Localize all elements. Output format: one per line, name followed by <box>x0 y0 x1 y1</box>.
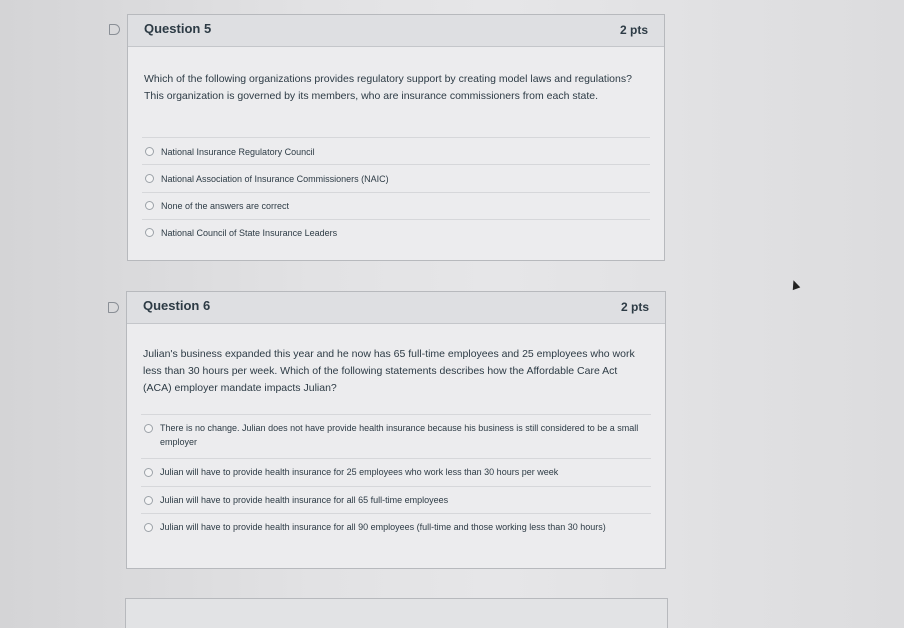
question-header <box>127 292 665 324</box>
answer-label: Julian will have to provide health insurance for 25 employees who work less than 30 hours per week <box>160 467 559 477</box>
radio-button[interactable] <box>145 228 154 237</box>
next-question-card <box>125 598 668 628</box>
answer-list <box>141 414 651 555</box>
answer-label: National Insurance Regulatory Council <box>161 147 315 157</box>
answer-option[interactable] <box>141 414 651 458</box>
answer-option[interactable] <box>141 458 651 486</box>
mouse-cursor-icon <box>790 279 801 290</box>
flag-question-icon[interactable] <box>109 24 120 35</box>
question-points: 2 pts <box>619 23 648 37</box>
radio-button[interactable] <box>145 201 154 210</box>
answer-option[interactable] <box>142 192 650 219</box>
question-title: Question 5 <box>144 21 212 36</box>
question-points: 2 pts <box>620 300 649 314</box>
question-title: Question 6 <box>143 298 211 313</box>
answer-label: National Association of Insurance Commissioners (NAIC) <box>161 174 389 184</box>
answer-label: There is no change. Julian does not have provide health insurance because his business is still considered to be a small employer <box>160 423 639 447</box>
answer-label: National Council of State Insurance Leaders <box>161 228 338 238</box>
answer-label: Julian will have to provide health insurance for all 90 employees (full-time and those working less than 30 hours) <box>160 522 606 532</box>
answer-option[interactable] <box>142 137 650 164</box>
answer-list <box>142 137 650 247</box>
answer-option[interactable] <box>141 513 651 555</box>
answer-option[interactable] <box>142 219 650 247</box>
radio-button[interactable] <box>144 424 153 433</box>
radio-button[interactable] <box>144 468 153 477</box>
question-6-card <box>126 291 666 569</box>
radio-button[interactable] <box>145 147 154 156</box>
question-text: Julian's business expanded this year and he now has 65 full-time employees and 25 employees who work less than 30 hours per week. Which of the following statements describes how the Affordable Care Act (ACA) employer mandate impacts Julian? <box>143 348 635 394</box>
radio-button[interactable] <box>144 523 153 532</box>
answer-label: Julian will have to provide health insurance for all 65 full-time employees <box>160 495 449 505</box>
radio-button[interactable] <box>144 496 153 505</box>
question-header <box>128 15 664 47</box>
answer-option[interactable] <box>142 164 650 192</box>
answer-label: None of the answers are correct <box>161 201 290 211</box>
question-text: Which of the following organizations provides regulatory support by creating model laws and regulations? This organization is governed by its members, who are insurance commissioners from each state. <box>144 73 632 102</box>
answer-option[interactable] <box>141 486 651 513</box>
radio-button[interactable] <box>145 174 154 183</box>
question-5-card <box>127 14 665 261</box>
flag-question-icon[interactable] <box>108 302 119 313</box>
